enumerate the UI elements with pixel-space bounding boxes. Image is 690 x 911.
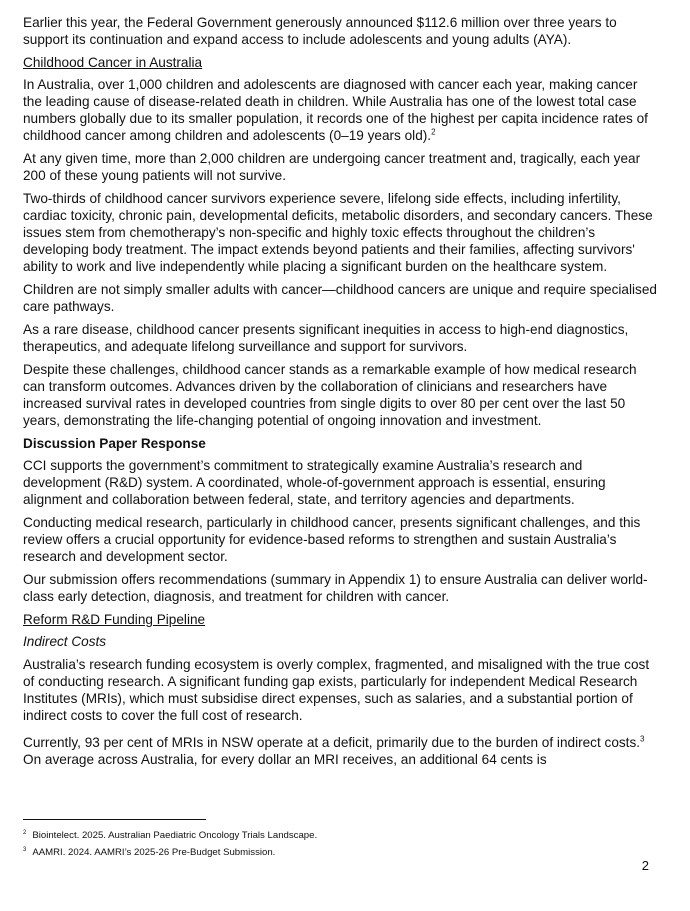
paragraph-mri-deficit — [23, 734, 659, 768]
heading-reform-rd-funding-pipeline: Reform R&D Funding Pipeline — [23, 612, 206, 627]
paragraph-research-outcomes: Despite these challenges, childhood cancer stands as a remarkable example of how medical research can transform outcomes. Advances driven by the collaboration of clinicians and researchers have increased survival rates in developed countries from single digits to over 80 per cent over the last 50 years, demonstrating the life-changing potential of ongoing innovation and investment. — [23, 362, 637, 428]
footnote-number: 2 — [23, 829, 27, 836]
paragraph-submission-recommendations: Our submission offers recommendations (summary in Appendix 1) to ensure Australia can deliver world-class early detection, diagnosis, and treatment for children with cancer. — [23, 572, 648, 604]
page-number: 2 — [641, 858, 649, 873]
paragraph-incidence-text: In Australia, over 1,000 children and adolescents are diagnosed with cancer each year, making cancer the leading cause of disease-related death in children. While Australia has one of the lowest total case numbers globally due to its smaller population, it records one of the highest per capita incidence rates of childhood cancer among children and adolescents (0–19 years old). — [23, 77, 648, 143]
footnote — [23, 846, 659, 860]
paragraph-funding-ecosystem: Australia’s research funding ecosystem is overly complex, fragmented, and misaligned with the true cost of conducting research. A significant funding gap exists, particularly for independent Medical Research Institutes (MRIs), which must subsidise direct expenses, such as salaries, and a substantial portion of indirect costs to cover the full cost of research. — [23, 657, 650, 723]
paragraph-incidence — [23, 76, 659, 144]
heading-childhood-cancer-in-australia: Childhood Cancer in Australia — [23, 55, 203, 70]
footnote-number: 3 — [23, 846, 27, 853]
heading-indirect-costs: Indirect Costs — [23, 634, 107, 649]
footnotes — [23, 829, 659, 863]
footnote — [23, 829, 659, 843]
paragraph-mri-deficit-text-b: On average across Australia, for every dollar an MRI receives, an additional 64 cents is — [23, 752, 547, 767]
footnote-ref-2: 2 — [431, 127, 436, 137]
paragraph-cci-support: CCI supports the government’s commitment to strategically examine Australia’s research and development (R&D) system. A coordinated, whole-of-government approach is essential, ensuring alignment and collaboration between federal, state, and territory agencies and departments. — [23, 458, 606, 507]
heading-discussion-paper-response: Discussion Paper Response — [23, 436, 206, 451]
paragraph-rare-disease: As a rare disease, childhood cancer presents significant inequities in access to high-end diagnostics, therapeutics, and adequate lifelong surveillance and support for survivors. — [23, 322, 629, 354]
paragraph-specialised-care: Children are not simply smaller adults with cancer—childhood cancers are unique and require specialised care pathways. — [23, 282, 657, 314]
paragraph-treatment-numbers: At any given time, more than 2,000 children are undergoing cancer treatment and, tragically, each year 200 of these young patients will not survive. — [23, 151, 641, 183]
paragraph-research-challenges: Conducting medical research, particularly in childhood cancer, presents significant challenges, and this review offers a crucial opportunity for evidence-based reforms to strengthen and sustain Australia’s research and development sector. — [23, 515, 641, 564]
footnote-ref-3: 3 — [640, 734, 645, 744]
footnote-text: AAMRI. 2024. AAMRI’s 2025-26 Pre-Budget Submission. — [32, 847, 276, 858]
paragraph-funding-announcement: Earlier this year, the Federal Government generously announced $112.6 million over three years to support its continuation and expand access to include adolescents and young adults (AYA). — [23, 15, 617, 47]
paragraph-side-effects: Two-thirds of childhood cancer survivors experience severe, lifelong side effects, including infertility, cardiac toxicity, chronic pain, developmental deficits, metabolic disorders, and secondary cancers. These issues stem from chemotherapy’s non-specific and highly toxic effects throughout the children’s developing body treatment. The impact extends beyond patients and their families, affecting survivors' ability to work and live independently while placing a significant burden on the healthcare system. — [23, 191, 653, 274]
footnote-separator — [23, 819, 206, 820]
document-body — [23, 14, 659, 774]
footnote-text: Biointelect. 2025. Australian Paediatric Oncology Trials Landscape. — [32, 830, 318, 841]
paragraph-mri-deficit-text-a: Currently, 93 per cent of MRIs in NSW operate at a deficit, primarily due to the burden of indirect costs. — [23, 735, 641, 750]
